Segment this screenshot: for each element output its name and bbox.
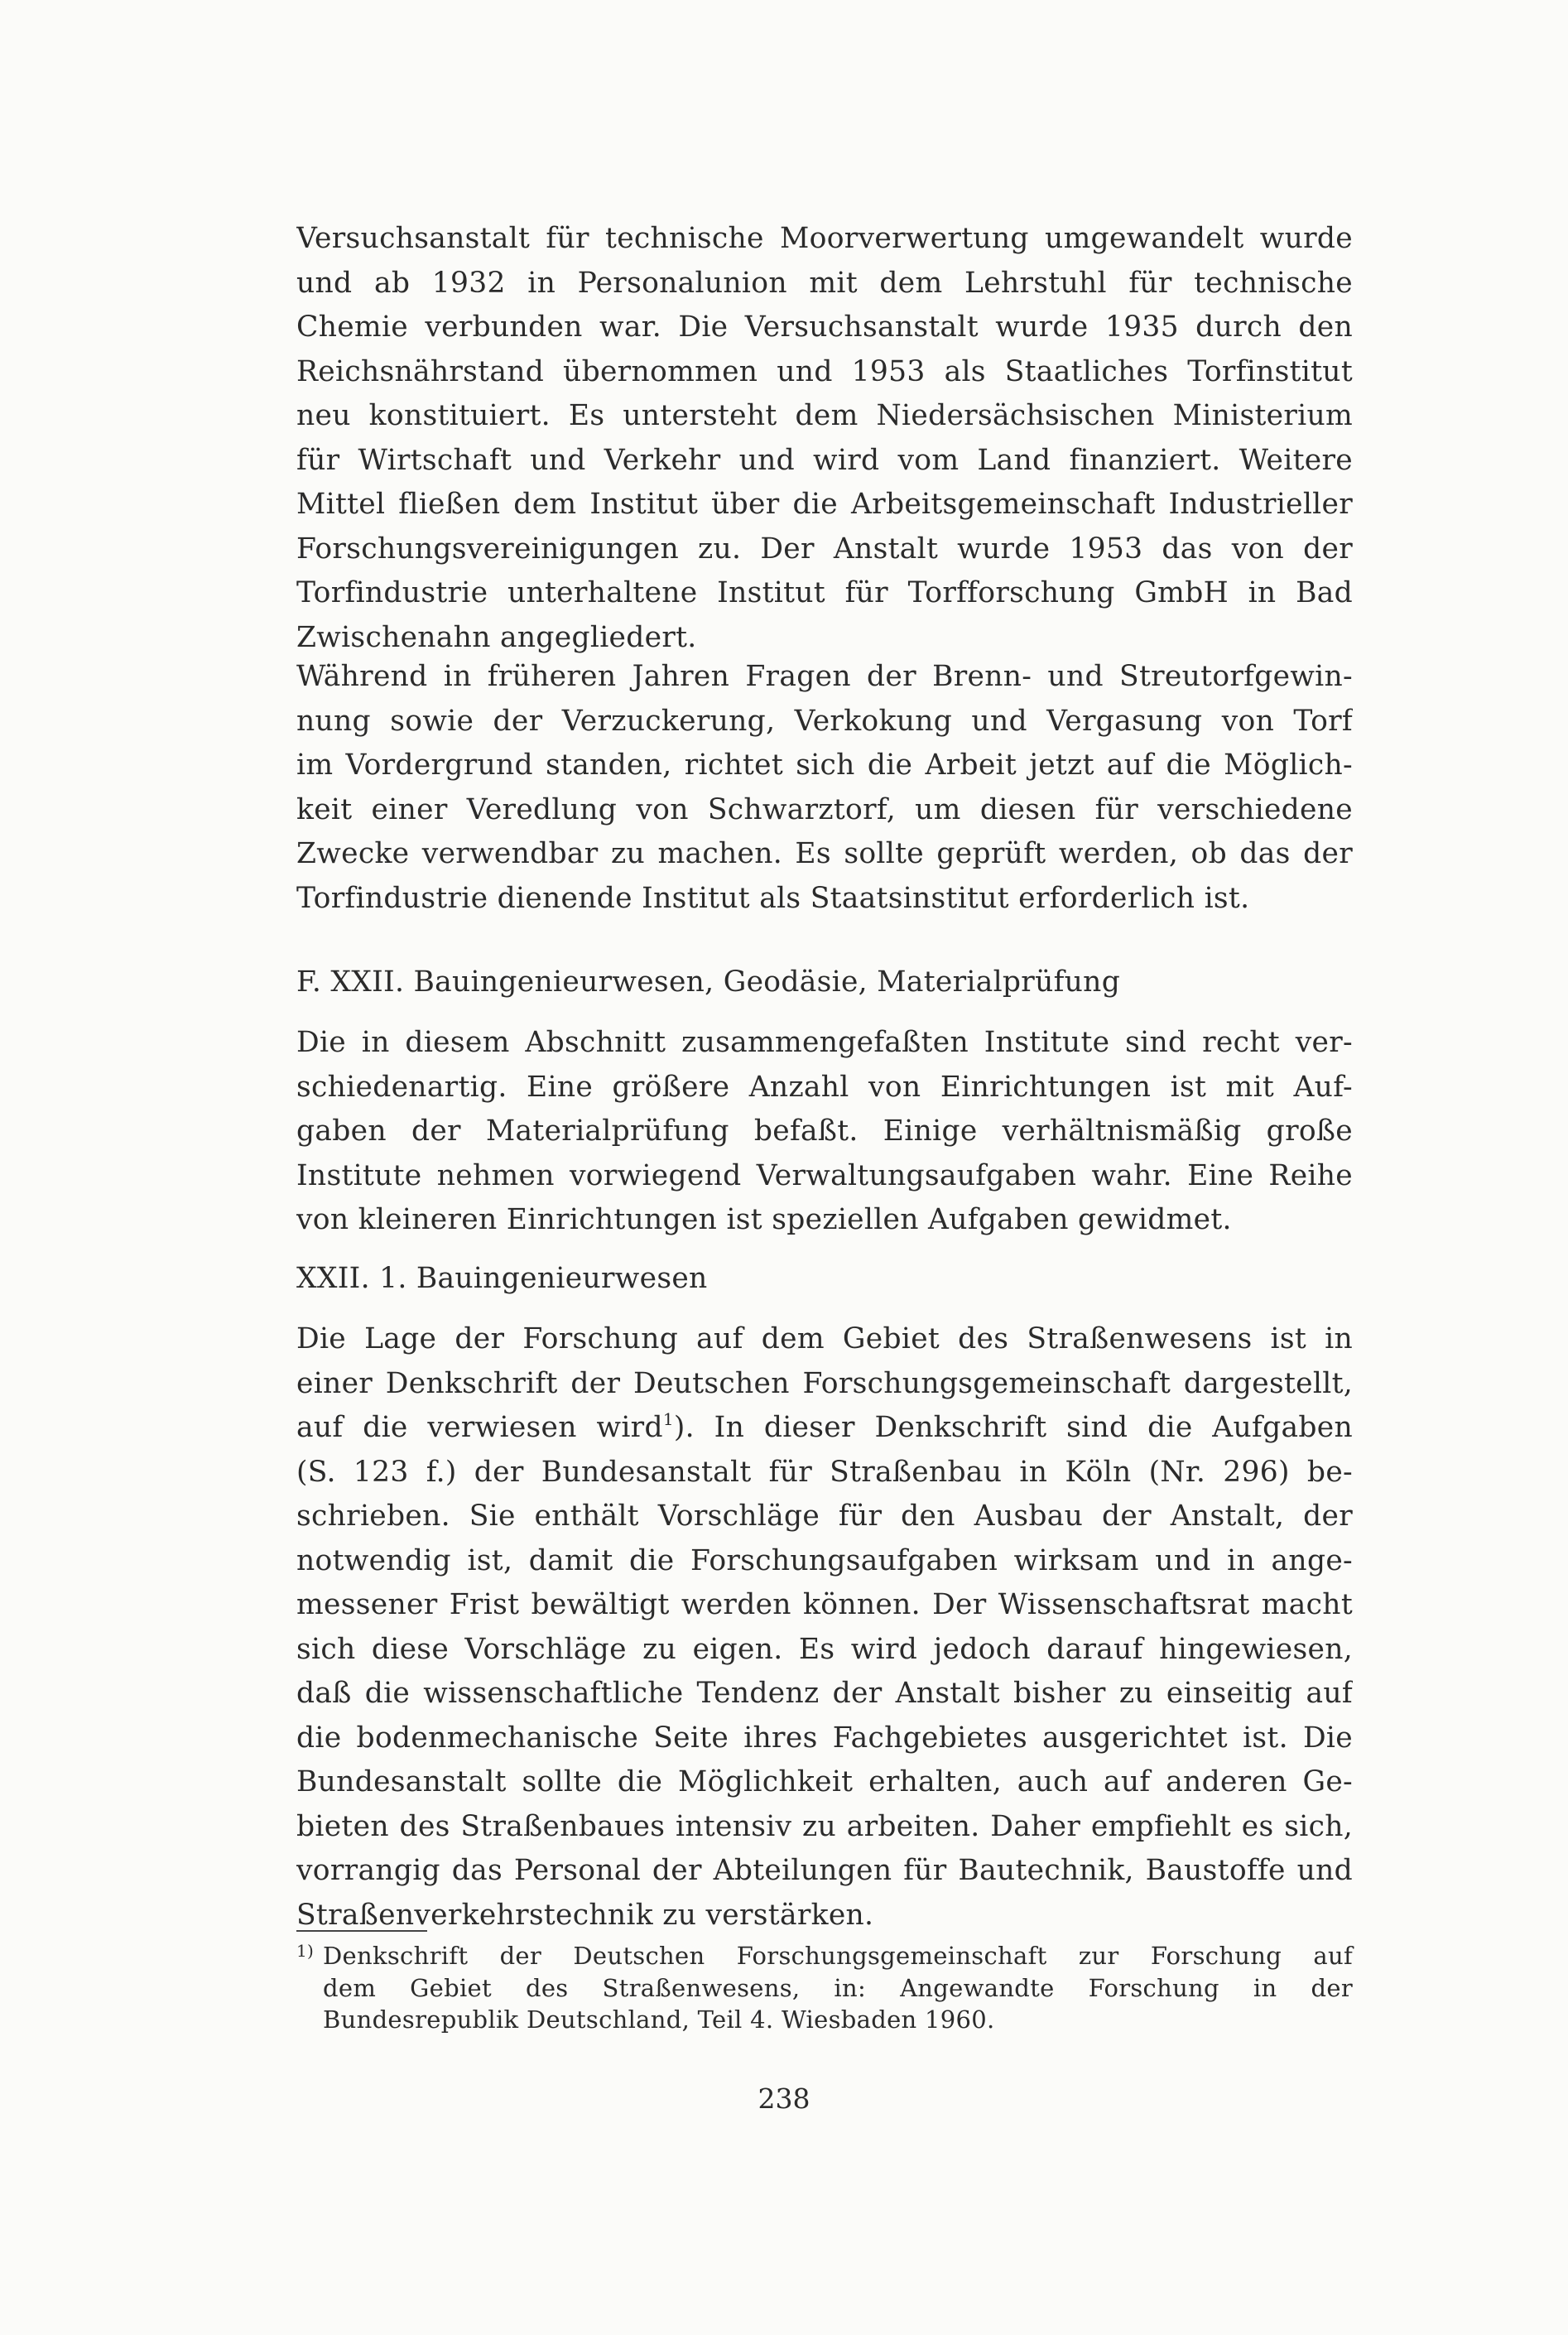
footnote-line: Bundesrepublik Deutschland, Teil 4. Wiesbaden 1960. <box>323 2005 995 2034</box>
paragraph-section-intro <box>296 1021 1353 1243</box>
text-line: keit einer Veredlung von Schwarztorf, um diesen für verschiedene <box>296 792 1353 826</box>
text-line: Mittel fließen dem Institut über die Arbeitsgemeinschaft Industrieller <box>296 488 1353 521</box>
text-segment: ). In dieser Denkschrift sind die Aufgaben <box>673 1411 1353 1444</box>
section-heading: F. XXII. Bauingenieurwesen, Geodäsie, Materialprüfung <box>296 965 1121 999</box>
footnote-marker: 1) <box>296 1941 315 1961</box>
paragraph-strassenwesen <box>296 1317 1353 1938</box>
text-line: schrieben. Sie enthält Vorschläge für den Ausbau der Anstalt, der <box>296 1500 1353 1533</box>
text-line: messener Frist bewältigt werden können. Der Wissenschaftsrat macht <box>296 1588 1353 1621</box>
footnote-body <box>323 1940 1353 2036</box>
text-line: notwendig ist, damit die Forschungsaufgaben wirksam und in ange- <box>296 1543 1353 1577</box>
text-line: Bundesanstalt sollte die Möglichkeit erhalten, auch auf anderen Ge- <box>296 1765 1353 1798</box>
text-line: neu konstituiert. Es untersteht dem Niedersächsischen Ministerium <box>296 399 1353 432</box>
footnote-line: dem Gebiet des Straßenwesens, in: Angewandte Forschung in der <box>323 1973 1353 2002</box>
page-number: 238 <box>758 2082 810 2115</box>
text-line: nung sowie der Verzuckerung, Verkokung und Vergasung von Torf <box>296 704 1353 738</box>
text-line: Während in früheren Jahren Fragen der Brenn- und Streutorfgewin- <box>296 660 1353 693</box>
subsection-heading: XXII. 1. Bauingenieurwesen <box>296 1262 708 1295</box>
text-line: sich diese Vorschläge zu eigen. Es wird jedoch darauf hingewiesen, <box>296 1632 1353 1666</box>
footnote-divider <box>296 1930 427 1932</box>
text-line: Torfindustrie unterhaltene Institut für Torfforschung GmbH in Bad <box>296 576 1353 609</box>
text-line: vorrangig das Personal der Abteilungen für Bautechnik, Baustoffe und <box>296 1854 1353 1887</box>
footnote-reference: 1 <box>662 1409 674 1429</box>
text-line: Chemie verbunden war. Die Versuchsanstalt wurde 1935 durch den <box>296 311 1353 344</box>
text-line: für Wirtschaft und Verkehr und wird vom Land finanziert. Weitere <box>296 443 1353 477</box>
text-line: Zwecke verwendbar zu machen. Es sollte geprüft werden, ob das der <box>296 837 1353 870</box>
text-line: Die Lage der Forschung auf dem Gebiet des Straßenwesens ist in <box>296 1322 1353 1355</box>
text-line: die bodenmechanische Seite ihres Fachgebietes ausgerichtet ist. Die <box>296 1721 1353 1755</box>
text-line: einer Denkschrift der Deutschen Forschungsgemeinschaft dargestellt, <box>296 1366 1353 1400</box>
text-line: Institute nehmen vorwiegend Verwaltungsaufgaben wahr. Eine Reihe <box>296 1158 1353 1192</box>
text-line: (S. 123 f.) der Bundesanstalt für Straßenbau in Köln (Nr. 296) be- <box>296 1455 1353 1489</box>
text-segment: auf die verwiesen wird <box>296 1411 663 1444</box>
text-line: von kleineren Einrichtungen ist speziellen Aufgaben gewidmet. <box>296 1203 1232 1236</box>
text-line: Torfindustrie dienende Institut als Staatsinstitut erforderlich ist. <box>296 881 1250 915</box>
text-line: im Vordergrund standen, richtet sich die Arbeit jetzt auf die Möglich- <box>296 749 1353 782</box>
text-line: gaben der Materialprüfung befaßt. Einige verhältnismäßig große <box>296 1115 1353 1148</box>
text-line-with-footnote-ref <box>296 1406 1353 1451</box>
text-line: Die in diesem Abschnitt zusammengefaßten Institute sind recht ver- <box>296 1026 1353 1059</box>
text-line: Versuchsanstalt für technische Moorverwertung umgewandelt wurde <box>296 222 1353 255</box>
footnote-line: Denkschrift der Deutschen Forschungsgemeinschaft zur Forschung auf <box>323 1942 1353 1970</box>
text-line: Zwischenahn angegliedert. <box>296 620 697 654</box>
text-line: Straßenverkehrstechnik zu verstärken. <box>296 1898 874 1932</box>
paragraph-torf-research <box>296 655 1353 921</box>
text-line: und ab 1932 in Personalunion mit dem Lehrstuhl für technische <box>296 266 1353 300</box>
text-line: schiedenartig. Eine größere Anzahl von Einrichtungen ist mit Auf- <box>296 1070 1353 1104</box>
text-line: Reichsnährstand übernommen und 1953 als Staatliches Torfinstitut <box>296 354 1353 388</box>
text-line: bieten des Straßenbaues intensiv zu arbeiten. Daher empfiehlt es sich, <box>296 1809 1353 1843</box>
footnote <box>296 1940 1353 2036</box>
paragraph-torfinstitut <box>296 217 1353 660</box>
text-line: Forschungsvereinigungen zu. Der Anstalt wurde 1953 das von der <box>296 532 1353 566</box>
text-line: daß die wissenschaftliche Tendenz der Anstalt bisher zu einseitig auf <box>296 1677 1353 1710</box>
